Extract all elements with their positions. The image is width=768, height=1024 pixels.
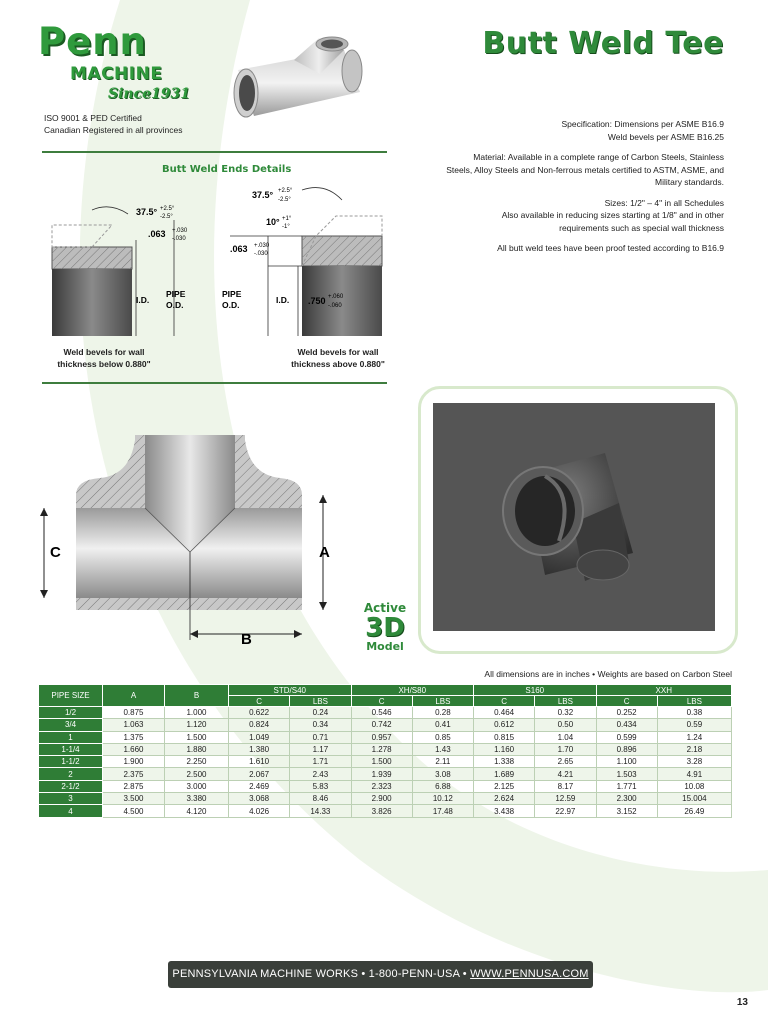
- page-number: 13: [736, 997, 748, 1008]
- table-cell: 4.026: [229, 805, 290, 817]
- footer-bar: [168, 961, 593, 988]
- dimension-b-label: B: [241, 631, 252, 645]
- spec-line: Also available in reducing sizes starting at 1/8" and in other: [501, 210, 724, 220]
- pipe-size-cell: 3/4: [39, 719, 103, 731]
- header-std-s40: STD/S40: [229, 685, 352, 696]
- table-note: All dimensions are in inches • Weights are based on Carbon Steel: [484, 669, 732, 679]
- active-3d-model-badge[interactable]: [356, 602, 414, 653]
- table-cell: 1.17: [290, 743, 351, 755]
- footer-text: PENNSYLVANIA MACHINE WORKS • 1-800-PENN-USA •: [172, 968, 471, 980]
- pipe-size-cell: 1/2: [39, 707, 103, 719]
- table-cell: 4.120: [165, 805, 229, 817]
- table-cell: 0.28: [412, 707, 473, 719]
- table-cell: 0.24: [290, 707, 351, 719]
- table-body: [39, 707, 732, 818]
- weld-caption-line: thickness above 0.880": [291, 359, 385, 369]
- table-cell: 1.160: [474, 743, 535, 755]
- table-cell: 1.939: [351, 768, 412, 780]
- left-land-label: .063: [148, 229, 166, 239]
- table-cell: 0.50: [535, 719, 596, 731]
- pipe-size-cell: 2: [39, 768, 103, 780]
- right-depth-tol-minus: -.060: [328, 303, 342, 309]
- table-cell: 2.18: [657, 743, 731, 755]
- right-od-label-1: PIPE: [222, 289, 242, 299]
- spec-paragraph: [394, 151, 724, 189]
- table-cell: 4.91: [657, 768, 731, 780]
- logo-machine-text: MACHINE: [70, 64, 163, 84]
- right-depth-label: .750: [308, 296, 326, 306]
- table-cell: 1.500: [351, 756, 412, 768]
- table-cell: 8.46: [290, 793, 351, 805]
- cert-line: ISO 9001 & PED Certified: [44, 113, 142, 123]
- table-cell: 1.880: [165, 743, 229, 755]
- table-cell: 1.771: [596, 780, 657, 792]
- table-row: [39, 780, 732, 792]
- spec-line: Steels, Alloy Steels and Non-ferrous metals certified to ASTM, ASME, and: [446, 164, 724, 175]
- table-cell: 3.500: [103, 793, 165, 805]
- table-cell: 10.12: [412, 793, 473, 805]
- table-cell: 2.323: [351, 780, 412, 792]
- right-land-tol-plus: +.030: [254, 243, 270, 249]
- table-cell: 2.43: [290, 768, 351, 780]
- table-cell: 15.004: [657, 793, 731, 805]
- subheader-cell: LBS: [412, 696, 473, 707]
- active3d-line1: Active: [363, 601, 407, 615]
- header-xh-s80: XH/S80: [351, 685, 474, 696]
- table-row: [39, 719, 732, 731]
- spec-paragraph: [394, 118, 724, 143]
- right-angle2-label: 10°: [266, 217, 280, 227]
- table-cell: 2.067: [229, 768, 290, 780]
- header-s160: S160: [474, 685, 597, 696]
- right-angle-tol-minus: -2.5°: [278, 197, 291, 203]
- 3d-tee-render: [433, 403, 715, 631]
- divider-bottom: [42, 382, 387, 384]
- table-cell: 2.375: [103, 768, 165, 780]
- table-cell: 1.120: [165, 719, 229, 731]
- right-id-label: I.D.: [276, 295, 290, 305]
- table-cell: 1.000: [165, 707, 229, 719]
- table-cell: 5.83: [290, 780, 351, 792]
- page-title: Butt Weld Tee: [482, 26, 724, 61]
- table-cell: 0.41: [412, 719, 473, 731]
- table-cell: 22.97: [535, 805, 596, 817]
- header-pipe-size: PIPE SIZE: [39, 685, 103, 707]
- table-cell: 3.380: [165, 793, 229, 805]
- spec-paragraph: [394, 197, 724, 235]
- table-cell: 1.43: [412, 743, 473, 755]
- table-cell: 0.875: [103, 707, 165, 719]
- table-row: [39, 731, 732, 743]
- table-cell: 0.742: [351, 719, 412, 731]
- table-cell: 0.32: [535, 707, 596, 719]
- table-cell: 1.380: [229, 743, 290, 755]
- table-cell: 1.689: [474, 768, 535, 780]
- table-cell: 0.622: [229, 707, 290, 719]
- table-cell: 1.71: [290, 756, 351, 768]
- table-row: [39, 793, 732, 805]
- table-cell: 0.464: [474, 707, 535, 719]
- subheader-cell: LBS: [535, 696, 596, 707]
- specifications-block: [394, 118, 724, 263]
- table-cell: 0.896: [596, 743, 657, 755]
- table-cell: 3.438: [474, 805, 535, 817]
- weld-caption-line: Weld bevels for wall: [297, 347, 379, 357]
- table-cell: 2.875: [103, 780, 165, 792]
- table-cell: 3.068: [229, 793, 290, 805]
- header-b: B: [165, 685, 229, 707]
- table-cell: 0.85: [412, 731, 473, 743]
- table-cell: 3.000: [165, 780, 229, 792]
- table-cell: 1.100: [596, 756, 657, 768]
- table-cell: 2.125: [474, 780, 535, 792]
- table-cell: 3.08: [412, 768, 473, 780]
- table-cell: 1.24: [657, 731, 731, 743]
- table-cell: 0.71: [290, 731, 351, 743]
- table-cell: 3.28: [657, 756, 731, 768]
- right-angle-tol-plus: +2.5°: [278, 188, 293, 194]
- header-a: A: [103, 685, 165, 707]
- table-cell: 2.500: [165, 768, 229, 780]
- table-cell: 0.815: [474, 731, 535, 743]
- spec-line: Specification: Dimensions per ASME B16.9: [561, 119, 724, 129]
- right-angle-label: 37.5°: [252, 190, 274, 200]
- subheader-cell: C: [229, 696, 290, 707]
- table-cell: 8.17: [535, 780, 596, 792]
- right-land-tol-minus: -.030: [254, 251, 268, 257]
- table-row: [39, 756, 732, 768]
- spec-line: Sizes: 1/2" – 4" in all Schedules: [604, 197, 724, 208]
- table-cell: 1.338: [474, 756, 535, 768]
- table-cell: 0.434: [596, 719, 657, 731]
- table-cell: 4.21: [535, 768, 596, 780]
- pipe-size-cell: 1-1/2: [39, 756, 103, 768]
- table-cell: 0.957: [351, 731, 412, 743]
- left-od-label-2: O.D.: [166, 300, 184, 310]
- table-cell: 1.04: [535, 731, 596, 743]
- subheader-cell: C: [596, 696, 657, 707]
- footer-website-link[interactable]: WWW.PENNUSA.COM: [470, 968, 589, 980]
- subheader-cell: LBS: [290, 696, 351, 707]
- dimensions-table: [38, 684, 732, 818]
- active3d-line2: 3D: [365, 613, 405, 643]
- dimension-c-label: C: [50, 544, 61, 561]
- table-cell: 3.152: [596, 805, 657, 817]
- weld-details-title: Butt Weld Ends Details: [162, 164, 292, 175]
- subheader-cell: C: [351, 696, 412, 707]
- left-land-tol-minus: -.030: [172, 236, 186, 242]
- table-cell: 1.70: [535, 743, 596, 755]
- table-row: [39, 743, 732, 755]
- logo-since-text: Since1931: [108, 86, 191, 102]
- table-cell: 1.900: [103, 756, 165, 768]
- table-cell: 1.500: [165, 731, 229, 743]
- tee-section-diagram: [40, 420, 340, 645]
- left-angle-tol-plus: +2.5°: [160, 206, 175, 212]
- table-header-row: [39, 685, 732, 696]
- spec-line: Military standards.: [655, 177, 724, 187]
- table-cell: 0.38: [657, 707, 731, 719]
- table-cell: 14.33: [290, 805, 351, 817]
- table-cell: 12.59: [535, 793, 596, 805]
- table-cell: 2.11: [412, 756, 473, 768]
- weld-caption-right: [278, 346, 398, 370]
- left-id-label: I.D.: [136, 295, 150, 305]
- table-cell: 17.48: [412, 805, 473, 817]
- table-cell: 0.546: [351, 707, 412, 719]
- table-cell: 0.252: [596, 707, 657, 719]
- spec-paragraph: [394, 242, 724, 255]
- table-cell: 2.65: [535, 756, 596, 768]
- table-row: [39, 768, 732, 780]
- table-cell: 6.88: [412, 780, 473, 792]
- table-cell: 1.503: [596, 768, 657, 780]
- table-cell: 2.250: [165, 756, 229, 768]
- left-land-tol-plus: +.030: [172, 228, 188, 234]
- spec-line: Material: Available in a complete range of Carbon Steels, Stainless: [473, 152, 724, 162]
- table-cell: 4.500: [103, 805, 165, 817]
- header-xxh: XXH: [596, 685, 732, 696]
- table-cell: 1.063: [103, 719, 165, 731]
- table-cell: 3.826: [351, 805, 412, 817]
- table-cell: 0.59: [657, 719, 731, 731]
- table-row: [39, 707, 732, 719]
- table-cell: 0.612: [474, 719, 535, 731]
- table-cell: 0.599: [596, 731, 657, 743]
- table-cell: 1.660: [103, 743, 165, 755]
- cert-line: Canadian Registered in all provinces: [44, 125, 183, 135]
- subheader-cell: LBS: [657, 696, 731, 707]
- table-cell: 26.49: [657, 805, 731, 817]
- table-cell: 2.624: [474, 793, 535, 805]
- dimension-a-label: A: [319, 544, 330, 561]
- table-cell: 1.375: [103, 731, 165, 743]
- weld-caption-line: thickness below 0.880": [57, 359, 151, 369]
- logo-penn-text: Penn: [38, 20, 147, 63]
- table-row: [39, 805, 732, 817]
- table-cell: 0.34: [290, 719, 351, 731]
- certification-block: [44, 112, 182, 136]
- table-cell: 2.469: [229, 780, 290, 792]
- table-cell: 1.278: [351, 743, 412, 755]
- left-angle-tol-minus: -2.5°: [160, 214, 173, 220]
- weld-caption-line: Weld bevels for wall: [63, 347, 145, 357]
- pipe-size-cell: 1-1/4: [39, 743, 103, 755]
- table-cell: 1.610: [229, 756, 290, 768]
- weld-caption-left: [44, 346, 164, 370]
- spec-line: Weld bevels per ASME B16.25: [607, 131, 724, 142]
- pipe-size-cell: 4: [39, 805, 103, 817]
- table-cell: 10.08: [657, 780, 731, 792]
- model-frame: [418, 386, 738, 654]
- spec-line: requirements such as special wall thickness: [559, 222, 724, 233]
- left-angle-label: 37.5°: [136, 207, 158, 217]
- divider-top: [42, 151, 387, 153]
- table-cell: 1.049: [229, 731, 290, 743]
- pipe-size-cell: 3: [39, 793, 103, 805]
- table-cell: 2.900: [351, 793, 412, 805]
- table-cell: 0.824: [229, 719, 290, 731]
- pipe-size-cell: 1: [39, 731, 103, 743]
- subheader-cell: C: [474, 696, 535, 707]
- right-od-label-2: O.D.: [222, 300, 240, 310]
- 3d-model-viewport[interactable]: [433, 403, 715, 631]
- pipe-size-cell: 2-1/2: [39, 780, 103, 792]
- right-angle2-tol-minus: -1°: [282, 224, 290, 230]
- weld-ends-diagram: [40, 180, 390, 340]
- right-angle2-tol-plus: +1°: [282, 216, 292, 222]
- spec-line: All butt weld tees have been proof tested according to B16.9: [497, 243, 724, 253]
- penn-machine-logo: [38, 20, 191, 106]
- right-land-label: .063: [230, 244, 248, 254]
- tee-product-image: [224, 30, 372, 130]
- active3d-line3: Model: [366, 640, 404, 653]
- left-od-label-1: PIPE: [166, 289, 186, 299]
- table-cell: 2.300: [596, 793, 657, 805]
- right-depth-tol-plus: +.060: [328, 294, 344, 300]
